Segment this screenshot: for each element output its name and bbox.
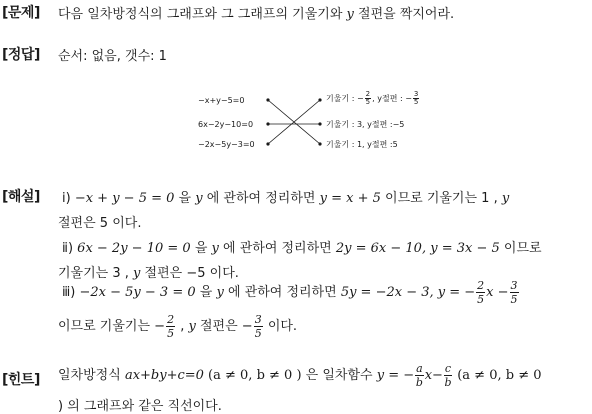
diagram-left-eq-1: −x+y−5=0 [198, 96, 245, 105]
solution-step-1-cont: 절편은 5 이다. [58, 216, 142, 231]
solution-step-3-cont: 이므로 기울기는 − $\frac{2}{5}$ , y 절편은 − $\frac{3}{5}$ 이다. [58, 313, 298, 340]
solution-label: [해설] [2, 189, 40, 205]
solution-step-2: ⅱ) 6x − 2y − 10 = 0 을 y 에 관하여 정리하면 2y = 6x − 10, y = 3x − 5 이므로 [62, 241, 542, 256]
diagram-right-dot-1 [318, 98, 321, 101]
problem-text: 다음 일차방정식의 그래프와 그 그래프의 기울기와 y 절편을 짝지어라. [58, 7, 455, 22]
hint-text-cont: ) 의 그래프와 같은 직선이다. [58, 399, 222, 414]
solution-step-3: ⅲ) −2x − 5y − 3 = 0 을 y 에 관하여 정리하면 5y = −2x − 3, y = − $\frac{2}{5}$ x − $\frac{3}{5}$ [62, 279, 518, 306]
solution-step-2-cont: 기울기는 3 , y 절편은 −5 이다. [58, 266, 239, 281]
diagram-right-dot-3 [318, 142, 321, 145]
problem-label: [문제] [2, 5, 40, 21]
hint-text: 일차방정식 ax+by+c=0 (a ≠ 0, b ≠ 0 ) 은 일차함수 y = − $\frac{a}{b}$ x− $\frac{c}{b}$ (a ≠ 0, b ≠ 0 [58, 362, 542, 389]
diagram-left-eq-3: −2x−5y−3=0 [198, 140, 255, 149]
diagram-right-dot-2 [318, 122, 321, 125]
answer-label: [정답] [2, 47, 40, 63]
solution-step-1: ⅰ) −x + y − 5 = 0 을 y 에 관하여 정리하면 y = x + 5 이므로 기울기는 1 , y [62, 191, 510, 206]
answer-text: 순서: 없음, 갯수: 1 [58, 49, 167, 64]
diagram-right-label-2: 기울기 : 3, y절편 :−5 [326, 120, 405, 129]
hint-label: [힌트] [2, 372, 40, 388]
diagram-right-label-3: 기울기 : 1, y절편 :5 [326, 140, 398, 149]
diagram-right-label-1: 기울기 : − $\frac{2}{5}$ , y절편 : − $\frac{3}{5}$ [326, 90, 419, 106]
diagram-left-eq-2: 6x−2y−10=0 [198, 120, 254, 129]
